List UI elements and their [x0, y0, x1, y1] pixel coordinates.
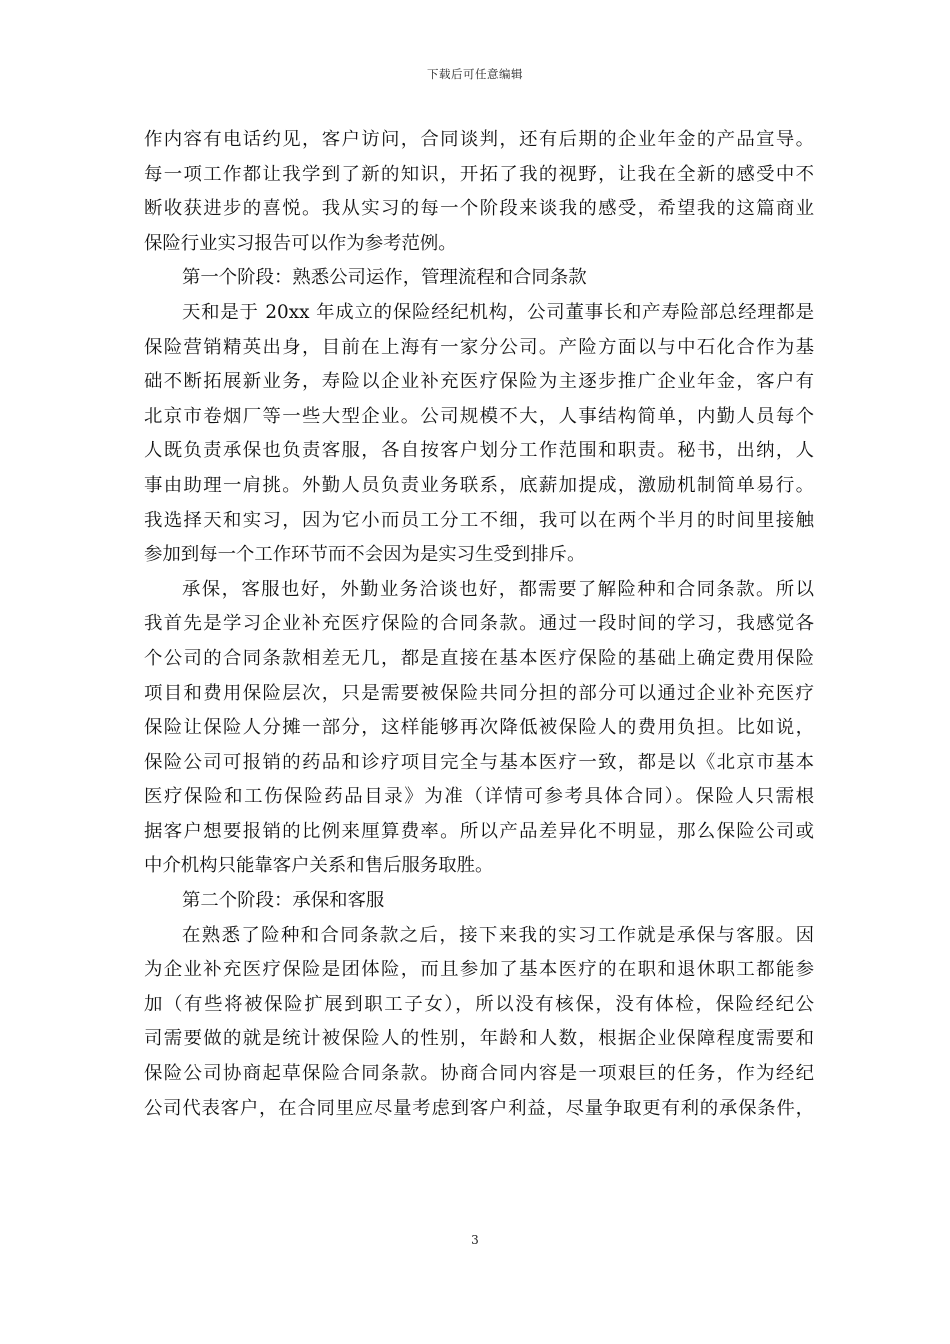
text-line: 我选择天和实习，因为它小而员工分工不细，我可以在两个半月的时间里接触: [144, 509, 814, 531]
text-line: 天和是于 20xx 年成立的保险经纪机构，公司董事长和产寿险部总经理都是: [182, 301, 814, 323]
text-line: 中介机构只能靠客户关系和售后服务取胜。: [144, 855, 494, 877]
text-line: 加（有些将被保险扩展到职工子女），所以没有核保，没有体检，保险经纪公: [144, 993, 814, 1015]
text-line: 每一项工作都让我学到了新的知识，开拓了我的视野，让我在全新的感受中不: [144, 163, 814, 185]
text-line: 公司代表客户，在合同里应尽量考虑到客户利益，尽量争取更有利的承保条件，: [144, 1097, 814, 1119]
text-line: 个公司的合同条款相差无几，都是直接在基本医疗保险的基础上确定费用保险: [144, 647, 814, 669]
text-line: 为企业补充医疗保险是团体险，而且参加了基本医疗的在职和退休职工都能参: [144, 959, 814, 981]
page-number: 3: [471, 1233, 479, 1247]
text-line: 司需要做的就是统计被保险人的性别，年龄和人数，根据企业保障程度需要和: [144, 1028, 814, 1050]
document-body: [144, 123, 814, 1126]
text-line: 保险公司可报销的药品和诊疗项目完全与基本医疗一致，都是以《北京市基本: [144, 751, 814, 773]
text-line: 参加到每一个工作环节而不会因为是实习生受到排斥。: [144, 544, 586, 566]
text-line: 作内容有电话约见，客户访问，合同谈判，还有后期的企业年金的产品宣导。: [144, 129, 814, 150]
text-line: 在熟悉了险种和合同条款之后，接下来我的实习工作就是承保与客服。因: [182, 924, 814, 946]
text-line: 础不断拓展新业务，寿险以企业补充医疗保险为主逐步推广企业年金，客户有: [144, 371, 814, 393]
page-header: 下载后可任意编辑: [427, 67, 523, 81]
text-line: 保险让保险人分摊一部分，这样能够再次降低被保险人的费用负担。比如说，: [144, 717, 814, 739]
text-line: 保险行业实习报告可以作为参考范例。: [144, 232, 457, 254]
text-line: 保险营销精英出身，目前在上海有一家分公司。产险方面以与中石化合作为基: [144, 336, 814, 358]
text-line: 保险公司协商起草保险合同条款。协商合同内容是一项艰巨的任务，作为经纪: [144, 1063, 814, 1085]
text-line: 项目和费用保险层次，只是需要被保险共同分担的部分可以通过企业补充医疗: [144, 682, 814, 704]
text-line: 承保，客服也好，外勤业务洽谈也好，都需要了解险种和合同条款。所以: [182, 578, 814, 600]
text-line: 我首先是学习企业补充医疗保险的合同条款。通过一段时间的学习，我感觉各: [144, 613, 814, 635]
text-line: 断收获进步的喜悦。我从实习的每一个阶段来谈我的感受，希望我的这篇商业: [144, 198, 814, 220]
text-line: 第一个阶段：熟悉公司运作，管理流程和合同条款: [182, 267, 587, 289]
text-line: 北京市卷烟厂等一些大型企业。公司规模不大，人事结构简单，内勤人员每个: [144, 405, 814, 427]
text-line: 医疗保险和工伤保险药品目录》为准（详情可参考具体合同）。保险人只需根: [144, 786, 814, 808]
text-line: 人既负责承保也负责客服，各自按客户划分工作范围和职责。秘书，出纳，人: [144, 440, 814, 462]
text-line: 据客户想要报销的比例来厘算费率。所以产品差异化不明显，那么保险公司或: [144, 820, 814, 842]
text-line: 第二个阶段：承保和客服: [182, 890, 385, 912]
text-line: 事由助理一肩挑。外勤人员负责业务联系，底薪加提成，激励机制简单易行。: [144, 474, 814, 496]
